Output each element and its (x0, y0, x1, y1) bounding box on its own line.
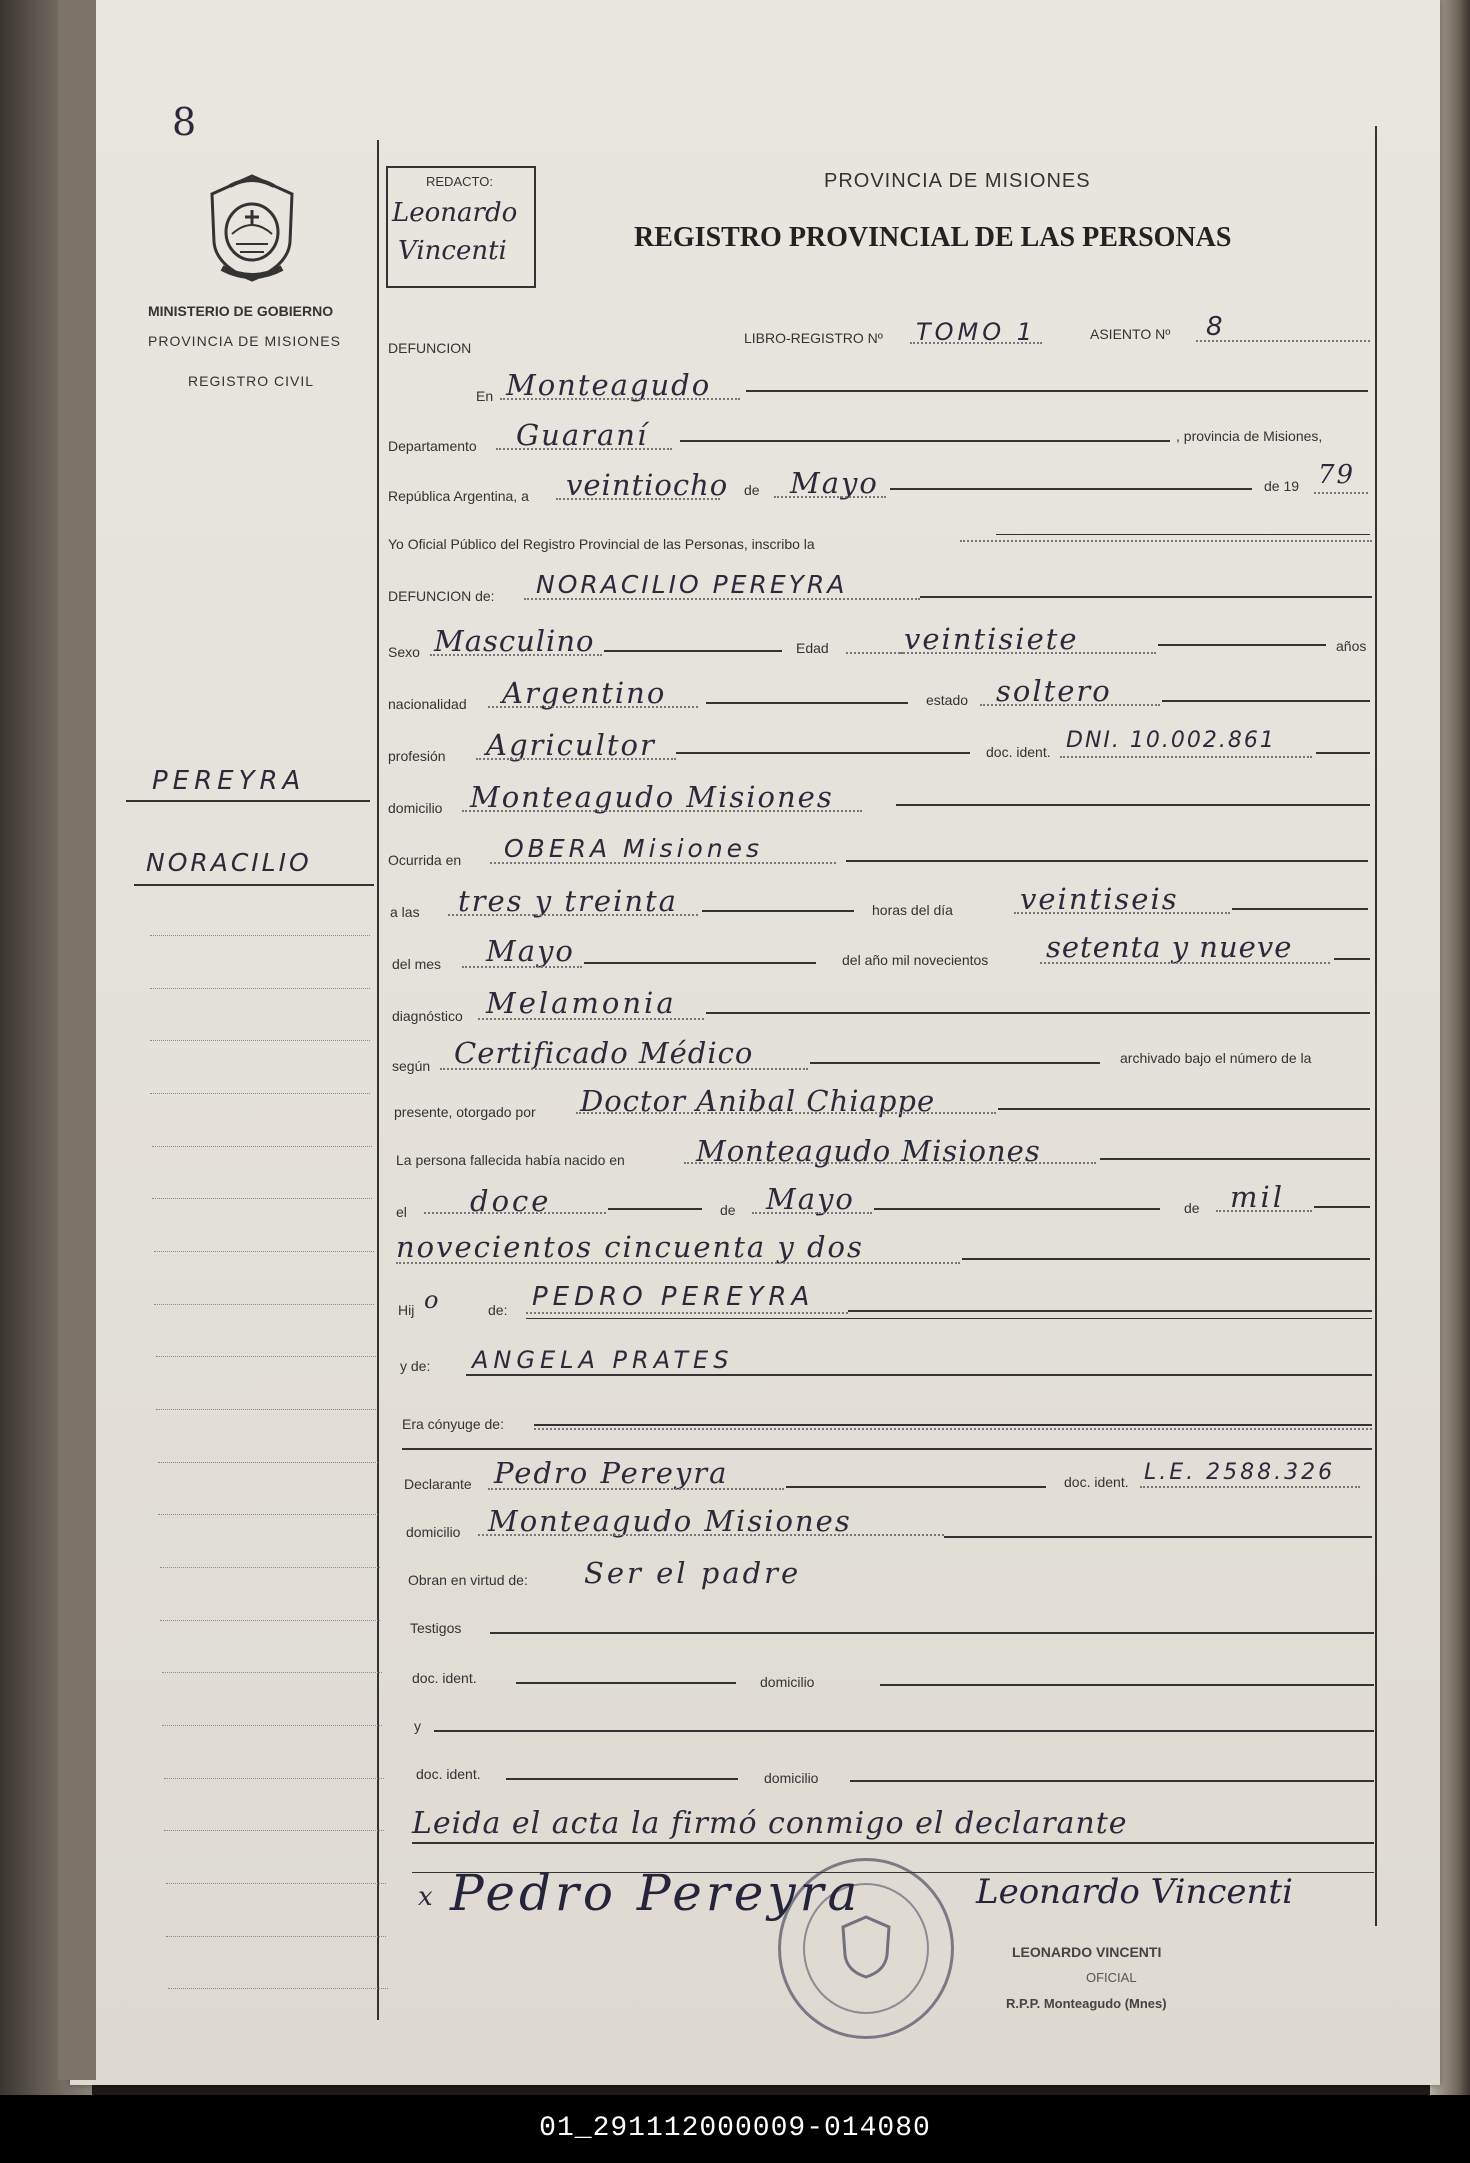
binding-strip (58, 0, 96, 2080)
padre-dots (526, 1312, 848, 1314)
margin-line (156, 1356, 376, 1357)
anio-muerte-value: setenta y nueve (1046, 930, 1293, 964)
margin-underline-2 (134, 884, 374, 886)
dia-value: veintiocho (566, 468, 729, 502)
seal-emblem-icon (837, 1913, 895, 1981)
oficial-signature: Leonardo Vincenti (976, 1872, 1293, 1912)
margin-line (156, 1409, 376, 1410)
anios-label: años (1336, 638, 1367, 654)
diagnostico-label: diagnóstico (392, 1008, 463, 1024)
mes-muerte-value: Mayo (486, 934, 575, 968)
dia-dots (556, 498, 720, 500)
doc-ident-label: doc. ident. (986, 744, 1051, 760)
declarante-dots (488, 1488, 784, 1490)
domicilio4-label: domicilio (764, 1770, 819, 1786)
anio-value: 79 (1318, 460, 1356, 490)
declarante-label: Declarante (404, 1476, 472, 1492)
horas-label: horas del día (872, 902, 953, 918)
estado-dots (980, 704, 1160, 706)
domicilio2-label: domicilio (406, 1524, 461, 1540)
y-de-label: y de: (400, 1358, 431, 1374)
de3-label: de (1184, 1200, 1200, 1216)
mes-dots (774, 496, 886, 498)
closing-rule (412, 1842, 1374, 1844)
declarante-domicilio-dots (478, 1534, 944, 1536)
margin-line (164, 1778, 384, 1779)
oficial-rule (996, 534, 1370, 535)
a-las-label: a las (390, 904, 420, 920)
domicilio-value: Monteagudo Misiones (470, 780, 834, 814)
margin-line (152, 1146, 372, 1147)
margin-line (158, 1514, 378, 1515)
nac-mes-value: Mayo (766, 1182, 855, 1216)
el-label: el (396, 1204, 407, 1220)
nac-anio-rule (962, 1258, 1370, 1260)
testigo1-domicilio-rule (880, 1684, 1374, 1686)
margin-line (160, 1567, 380, 1568)
domicilio3-label: domicilio (760, 1674, 815, 1690)
margin-line (150, 1040, 370, 1041)
declarante-rule (786, 1486, 1046, 1488)
oficial-stamp-line3: R.P.P. Monteagudo (Mnes) (1006, 1996, 1167, 2011)
margin-line (154, 1251, 374, 1252)
margin-line (162, 1672, 382, 1673)
tomo-line (910, 342, 1042, 344)
nac-mil-value: mil (1230, 1180, 1286, 1214)
margin-line (152, 1198, 372, 1199)
libro-label: LIBRO-REGISTRO Nº (744, 330, 883, 346)
archivado-label: archivado bajo el número de la (1120, 1050, 1312, 1066)
medico-dots (576, 1112, 996, 1114)
mes-muerte-dots (462, 966, 582, 968)
nacido-label: La persona fallecida había nacido en (396, 1152, 625, 1168)
profesion-label: profesión (388, 748, 446, 764)
nacido-en-value: Monteagudo Misiones (696, 1134, 1041, 1168)
segun-value: Certificado Médico (454, 1036, 754, 1070)
nacido-rule (1100, 1158, 1370, 1160)
hij-label: Hij (398, 1302, 415, 1318)
declarante-doc-dots (1140, 1486, 1360, 1488)
doc-ident4-label: doc. ident. (416, 1766, 481, 1782)
lugar-dots (500, 398, 740, 400)
departamento-dots (496, 448, 672, 450)
nac-dia-value: doce (470, 1184, 552, 1218)
declarante-value: Pedro Pereyra (494, 1456, 729, 1490)
segun-label: según (392, 1058, 431, 1074)
page-number: 8 (172, 100, 199, 144)
margin-underline-1 (126, 800, 370, 802)
profesion-value: Agricultor (486, 728, 656, 762)
diagnostico-rule (706, 1012, 1370, 1014)
oficial-stamp-line2: OFICIAL (1086, 1970, 1137, 1985)
edad-rule (1158, 644, 1326, 646)
testigo2-domicilio-rule (850, 1780, 1374, 1782)
edad-label: Edad (796, 640, 829, 656)
ocurrida-dots (490, 862, 836, 864)
dia-muerte-dots (1014, 912, 1230, 914)
hora-dots (448, 914, 698, 916)
padre-value: PEDRO PEREYRA (532, 1282, 815, 1312)
ocurrida-rule (846, 860, 1368, 862)
margin-line (150, 935, 370, 936)
nac-mes-dots (752, 1212, 872, 1214)
main-title: REGISTRO PROVINCIAL DE LAS PERSONAS (634, 222, 1232, 253)
segun-rule (810, 1062, 1100, 1064)
declarante-signature: Pedro Pereyra (450, 1864, 862, 1922)
medico-value: Doctor Anibal Chiappe (580, 1084, 936, 1118)
doc-value: DNI. 10.002.861 (1066, 728, 1276, 753)
hora-value: tres y treinta (458, 884, 678, 918)
margin-line (164, 1830, 384, 1831)
madre-value: ANGELA PRATES (472, 1346, 734, 1374)
redacto-name-2: Vincenti (398, 236, 507, 266)
domicilio-label: domicilio (388, 800, 443, 816)
declarante-doc-value: L.E. 2588.326 (1144, 1460, 1336, 1485)
conyuge-dots (534, 1428, 1372, 1430)
profesion-dots (476, 758, 676, 760)
signature-mark: x (418, 1882, 435, 1912)
frame-right-line (1375, 126, 1377, 1926)
sexo-label: Sexo (388, 644, 420, 660)
estado-rule (1162, 700, 1370, 702)
sexo-rule (604, 650, 782, 652)
margin-line (158, 1462, 378, 1463)
segun-dots (440, 1068, 808, 1070)
sexo-value: Masculino (434, 624, 595, 658)
presente-label: presente, otorgado por (394, 1104, 536, 1120)
anio-dots (1314, 492, 1368, 494)
obran-label: Obran en virtud de: (408, 1572, 528, 1588)
madre-rule (466, 1374, 1372, 1376)
doc-dots (1060, 756, 1312, 758)
edad-dots-1 (846, 652, 904, 654)
doc-ident2-label: doc. ident. (1064, 1474, 1129, 1490)
nac-anio-value: novecientos cincuenta y dos (396, 1230, 864, 1264)
doc-ident3-label: doc. ident. (412, 1670, 477, 1686)
province-label: PROVINCIA DE MISIONES (148, 333, 341, 349)
tomo-value: TOMO 1 (916, 318, 1037, 346)
nacionalidad-dots (488, 706, 698, 708)
estado-value: soltero (996, 674, 1112, 708)
domicilio-dots (462, 810, 862, 812)
redacto-name-1: Leonardo (392, 198, 518, 228)
registry-label: REGISTRO CIVIL (188, 373, 315, 389)
mes-muerte-rule (584, 962, 816, 964)
provincia-misiones-label: , provincia de Misiones, (1176, 428, 1323, 444)
margin-line (160, 1620, 380, 1621)
margin-given-name: NORACILIO (146, 848, 312, 877)
margin-line (166, 1936, 386, 1937)
de1-label: de (744, 482, 760, 498)
diagnostico-value: Melamonia (486, 986, 677, 1020)
anio-muerte-dots (1040, 962, 1330, 964)
nac-mes-rule (874, 1208, 1160, 1210)
nac-mil-dots (1216, 1210, 1312, 1212)
anio-muerte-rule (1334, 958, 1370, 960)
asiento-value: 8 (1206, 312, 1228, 342)
oficial-label: Yo Oficial Público del Registro Provincial de las Personas, inscribo la (388, 536, 815, 552)
nacionalidad-rule (706, 702, 908, 704)
profesion-rule (676, 752, 970, 754)
nacido-dots (684, 1162, 1096, 1164)
frame-left-line (377, 140, 379, 2020)
declarante-domicilio-value: Monteagudo Misiones (488, 1504, 852, 1538)
testigos-label: Testigos (410, 1620, 462, 1636)
republica-label: República Argentina, a (388, 488, 529, 504)
coat-of-arms-icon (200, 172, 304, 284)
defuncion-label: DEFUNCION (388, 340, 472, 356)
province-title: PROVINCIA DE MISIONES (824, 170, 1091, 192)
testigos-rule (490, 1632, 1374, 1634)
dia-muerte-rule (1232, 908, 1368, 910)
en-label: En (476, 388, 494, 404)
departamento-rule (680, 440, 1170, 442)
conyuge-rule (534, 1424, 1372, 1426)
lugar-value: Monteagudo (506, 368, 712, 402)
margin-line (150, 1093, 370, 1094)
estado-label: estado (926, 692, 969, 708)
oficial-stamp-line1: LEONARDO VINCENTI (1012, 1944, 1162, 1960)
asiento-label: ASIENTO Nº (1090, 326, 1171, 342)
nombre-rule (920, 596, 1372, 598)
testigo2-doc-rule (506, 1778, 738, 1780)
margin-line (150, 988, 370, 989)
medico-rule (998, 1108, 1370, 1110)
ocurrida-value: OBERA Misiones (504, 834, 764, 863)
closing-statement: Leida el acta la firmó conmigo el declarante (412, 1806, 1128, 1841)
del-anio-label: del año mil novecientos (842, 952, 989, 968)
margin-line (154, 1304, 374, 1305)
departamento-label: Departamento (388, 438, 477, 454)
nac-mil-rule (1314, 1206, 1370, 1208)
nacionalidad-label: nacionalidad (388, 696, 467, 712)
scan-footer-id: 01_291112000009-014080 (0, 2095, 1470, 2163)
de2-label: de (720, 1202, 736, 1218)
defuncion-de-label: DEFUNCION de: (388, 588, 495, 604)
padre-rule (848, 1310, 1372, 1312)
de-anio-label: de 19 (1264, 478, 1300, 494)
edad-dots-2 (900, 652, 1156, 654)
margin-surname: PEREYRA (152, 766, 306, 796)
mes-rule (890, 488, 1252, 490)
dia-muerte-value: veintiseis (1020, 882, 1179, 916)
asiento-line (1196, 340, 1370, 342)
diagnostico-dots (478, 1018, 704, 1020)
nac-anio-dots (396, 1262, 960, 1264)
obran-value: Ser el padre (584, 1556, 802, 1590)
nombre-value: NORACILIO PEREYRA (536, 570, 848, 599)
declarante-domicilio-rule (944, 1536, 1372, 1538)
margin-line (166, 1883, 386, 1884)
y-label: y (414, 1718, 421, 1734)
hora-rule (702, 910, 854, 912)
domicilio-rule (896, 804, 1370, 806)
margin-line (162, 1725, 382, 1726)
conyuge-label: Era cónyuge de: (402, 1416, 504, 1432)
testigo2-rule (434, 1730, 1374, 1732)
ministry-label: MINISTERIO DE GOBIERNO (148, 303, 334, 319)
edad-value: veintisiete (904, 622, 1079, 656)
nac-dia-dots (424, 1212, 606, 1214)
ocurrida-label: Ocurrida en (388, 852, 462, 868)
o-de-label: de: (488, 1302, 508, 1318)
testigo1-doc-rule (516, 1682, 736, 1684)
nacionalidad-value: Argentino (502, 676, 667, 710)
oficial-dots (960, 540, 1372, 542)
del-mes-label: del mes (392, 956, 442, 972)
nac-dia-rule (608, 1208, 702, 1210)
sexo-dots (430, 654, 602, 656)
mes-value: Mayo (790, 466, 879, 500)
section-divider (402, 1448, 1372, 1450)
departamento-value: Guaraní (516, 418, 649, 452)
margin-line (168, 1988, 388, 1989)
doc-rule (1316, 752, 1370, 754)
lugar-rule (746, 390, 1368, 392)
redacto-label: REDACTO: (426, 174, 493, 189)
hijo-sufijo-value: o (424, 1286, 441, 1314)
padre-underline (526, 1318, 1372, 1319)
nombre-dots (524, 598, 920, 600)
